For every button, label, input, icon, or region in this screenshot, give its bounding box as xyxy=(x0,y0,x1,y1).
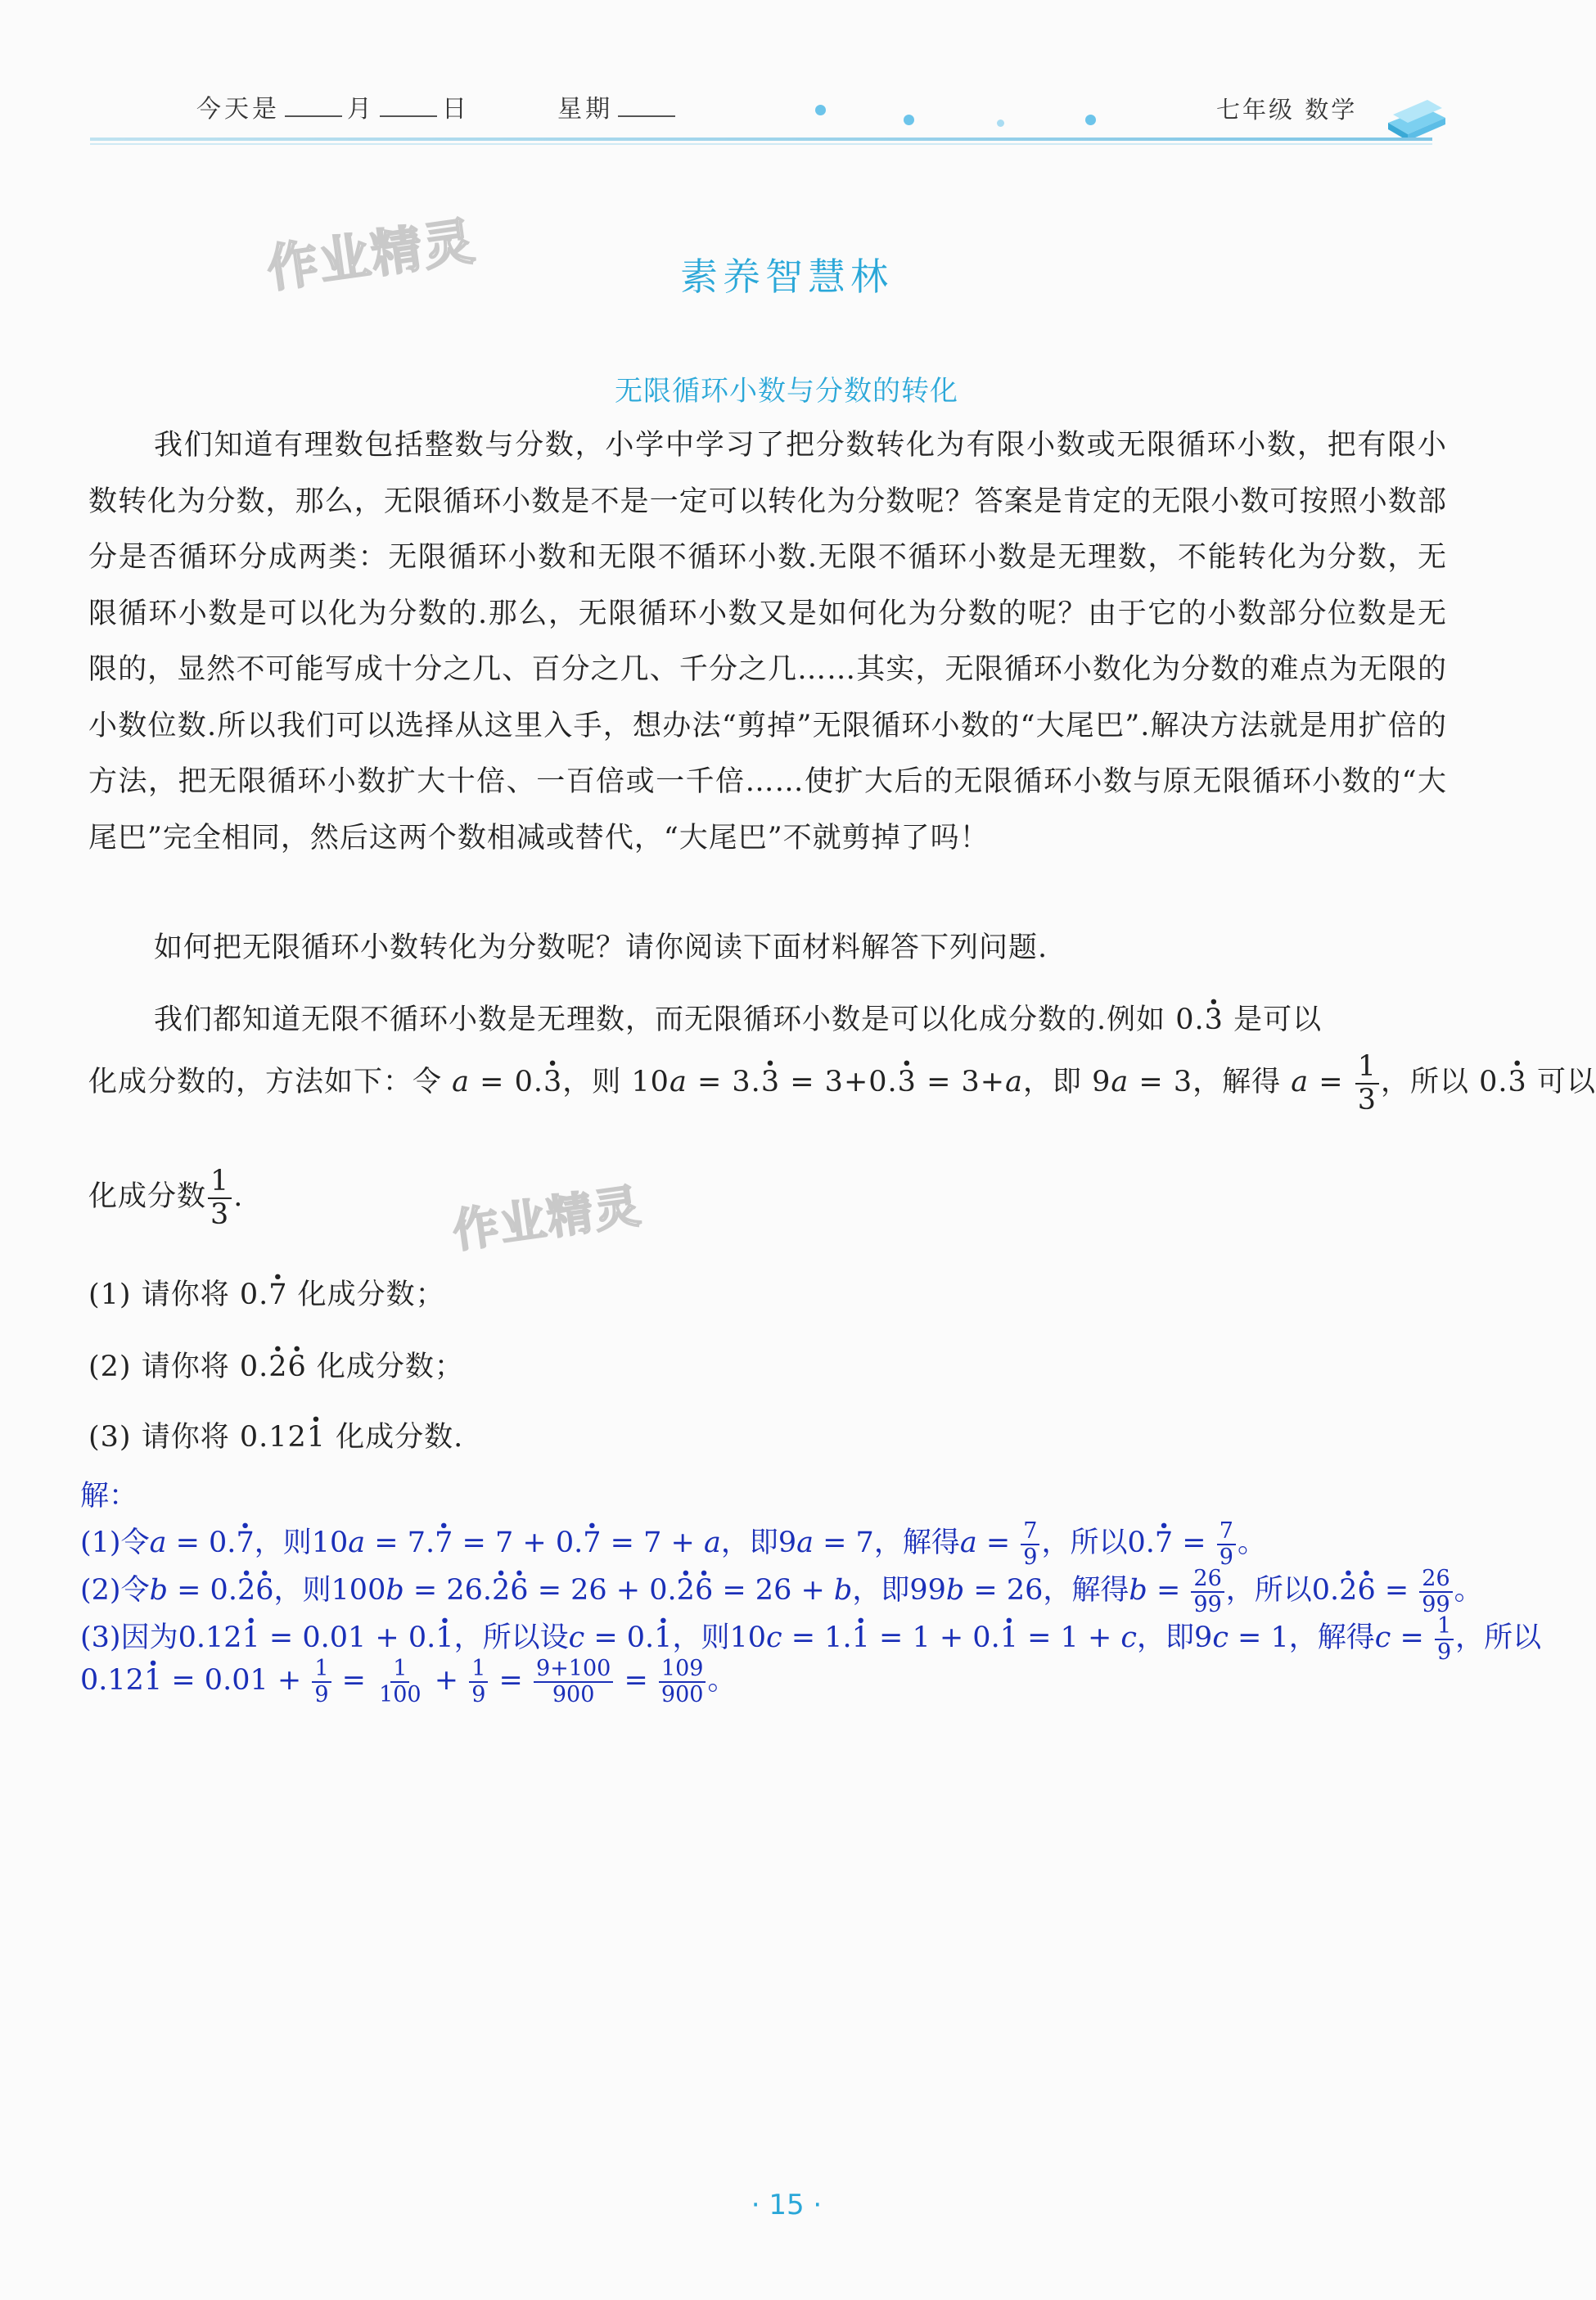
weekday-blank[interactable] xyxy=(618,94,675,117)
month-label: 月 xyxy=(347,95,375,124)
example-line-3: 化成分数 $\frac{1}{3}$ . xyxy=(88,1165,244,1231)
example-line-2: 化成分数的，方法如下：令 a = 0.3 ·，则 10a = 3.3 · = 3+0.3 · = 3+a，即 9a = 3，解得 a = $\frac{1}{3}$ ，所以 0.3 · 可以 xyxy=(88,1051,1596,1116)
month-blank[interactable] xyxy=(285,94,342,117)
date-header xyxy=(196,88,680,124)
solution-4: 0.121 · = 0.01 + $\frac{1}{9}$ = $\frac{1}{100}$ + $\frac{1}{9}$ = $\frac{9+100}{900}$ = $\frac{109}{900}$ 。 xyxy=(80,1657,736,1707)
solution-1: (1)令a = 0.7 ·，则10a = 7.7 · = 7 + 0.7 · = 7 + a，即9a = 7，解得a = $\frac{7}{9}$ ，所以0.7 · = $\frac{7}{9}$ 。 xyxy=(80,1519,1266,1569)
solution-2: (2)令b = 0.2 ·6 ·，则100b = 26.2 ·6 · = 26 + 0.2 ·6 · = 26 + b，即99b = 26，解得b = $\frac{26}{99}$ ，所以0.2 ·6 · = $\frac{26}{99}$ 。 xyxy=(80,1567,1483,1617)
decor-dot xyxy=(997,120,1004,127)
example-line-1: 我们都知道无限不循环小数是无理数，而无限循环小数是可以化成分数的.例如 0.3 · 是可以 xyxy=(154,997,1322,1038)
question-1: (1) 请你将 0.7 · 化成分数； xyxy=(88,1272,445,1313)
page-number: · 15 · xyxy=(751,2189,823,2221)
day-label: 日 xyxy=(442,95,470,124)
header-rule xyxy=(90,138,1432,141)
day-blank[interactable] xyxy=(380,94,437,117)
question-3: (3) 请你将 0.121 · 化成分数. xyxy=(88,1414,463,1455)
section-title: 素养智慧林 xyxy=(680,255,893,299)
watermark: 作业精灵 xyxy=(449,1179,646,1259)
weekday-label: 星期 xyxy=(557,95,614,124)
decor-dot xyxy=(1085,115,1096,125)
fraction-one-third: $\frac{1}{3}$ xyxy=(1355,1051,1379,1116)
article-title: 无限循环小数与分数的转化 xyxy=(615,375,958,408)
question-2: (2) 请你将 0.2 ·6 · 化成分数； xyxy=(88,1344,464,1385)
decor-dot xyxy=(815,105,826,115)
solution-label: 解： xyxy=(80,1480,138,1513)
question-intro: 如何把无限循环小数转化为分数呢？请你阅读下面材料解答下列问题. xyxy=(154,931,1048,964)
solution-3: (3)因为0.121 · = 0.01 + 0.1 ·，所以设c = 0.1 ·，则10c = 1.1 · = 1 + 0.1 · = 1 + c，即9c = 1，解得c = $\frac{1}{9}$ ，所以 xyxy=(80,1614,1541,1664)
header-rule xyxy=(90,143,1432,145)
watermark: 作业精灵 xyxy=(263,210,480,300)
grade-subject: 七年级 数学 xyxy=(1216,96,1358,124)
fraction-one-third: $\frac{1}{3}$ xyxy=(208,1166,232,1230)
today-label: 今天是 xyxy=(196,95,280,124)
intro-paragraph: 我们知道有理数包括整数与分数，小学中学习了把分数转化为有限小数或无限循环小数，把有限小数转化为分数，那么，无限循环小数是不是一定可以转化为分数呢？答案是肯定的无限小数可按照小数部分是否循环分成两类：无限循环小数和无限不循环小数.无限不循环小数是无理数，不能转化为分数，无限循环小数是可以化为分数的.那么，无限循环小数又是如何化为分数的呢？由于它的小数部分位数是无限的，显然不可能写成十分之几、百分之几、千分之几……其实，无限循环小数化为分数的难点为无限的小数位数.所以我们可以选择从这里入手，想办法“剪掉”无限循环小数的“大尾巴”.解决方法就是用扩倍的方法，把无限循环小数扩大十倍、一百倍或一千倍……使扩大后的无限循环小数与原无限循环小数的“大尾巴”完全相同，然后这两个数相减或替代，“大尾巴”不就剪掉了吗！ xyxy=(88,429,1447,855)
decor-dot xyxy=(904,115,914,125)
